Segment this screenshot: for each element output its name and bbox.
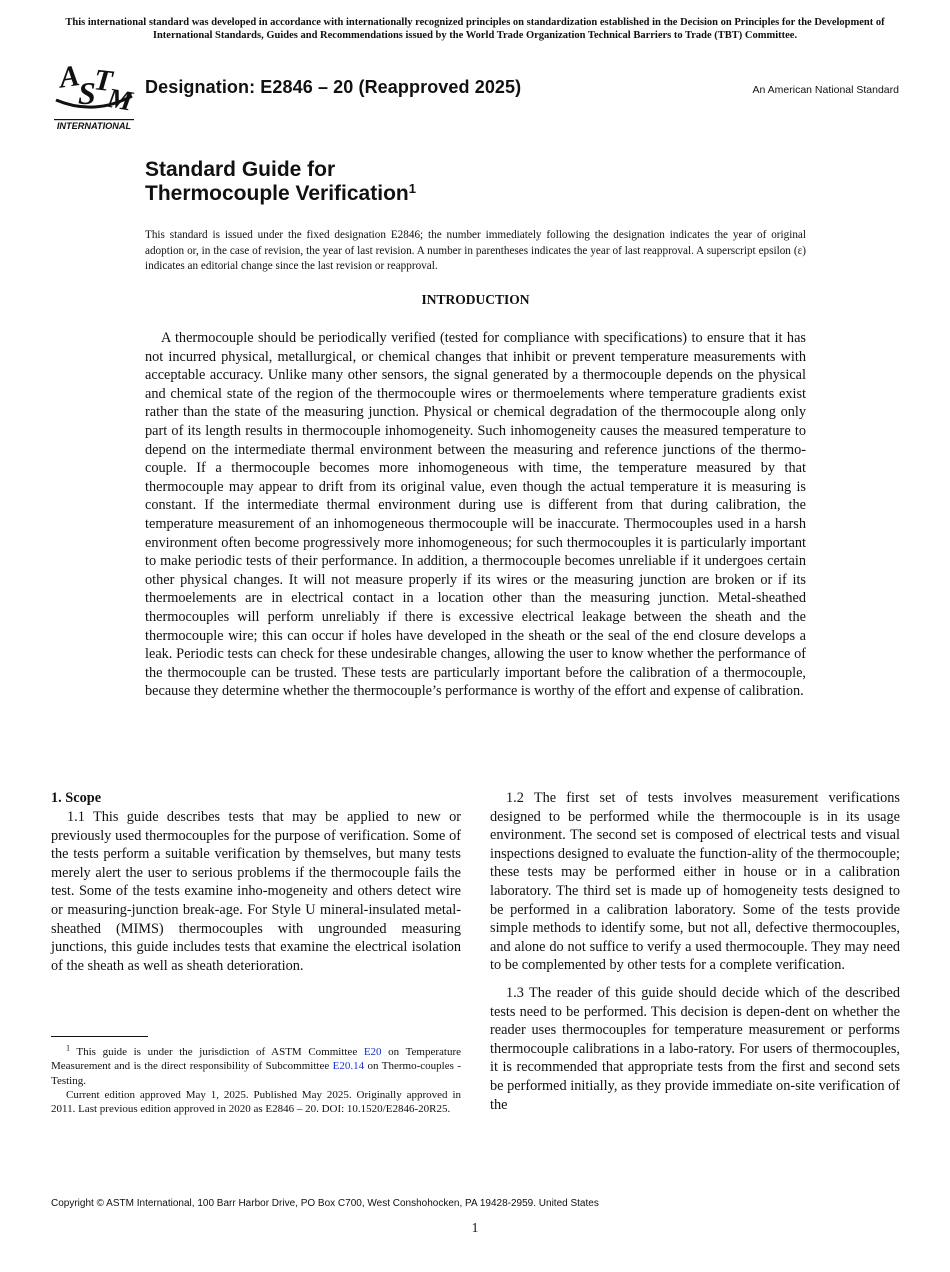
copyright-line: Copyright © ASTM International, 100 Barr Harbor Drive, PO Box C700, West Conshohocken, PA 19428-2959. United States [51, 1198, 599, 1209]
wto-notice: This international standard was developed in accordance with internationally recognized principles on standardization established in the Decision on Principles for the Development of International Standards, Guides and Recommendations issued by the World Trade Organization Technical Barriers to Trade (TBT) Committee. [65, 17, 885, 41]
title-footnote-mark: 1 [408, 181, 416, 196]
title-line-2-text: Thermocouple Verification [145, 182, 409, 205]
right-column [490, 789, 900, 1114]
paragraph-1-1: 1.1 This guide describes tests that may be applied to new or previously used thermocouples for the purpose of verification. Some of the tests perform a suitable verification by themselves, but many tests merely alert the user to serious problems if the thermocouple fails the test. Some of the tests examine inho-mogeneity and others detect wire or measuring-junction break-age. For Style U mineral-insulated metal-sheathed (MIMS) thermocouples with ungrounded measuring junctions, this guide includes tests that examine the electrical isolation of the sheath as well as sheath deterioration. [51, 809, 461, 974]
footnote-divider [51, 1036, 148, 1037]
footnote-1-text-a: This guide is under the jurisdiction of ASTM Committee [70, 1046, 364, 1058]
footnote-1 [51, 1045, 461, 1088]
page-number: 1 [471, 1220, 479, 1235]
paragraph-1-3: 1.3 The reader of this guide should decide which of the described tests need to be performed. This decision is depen-dent on whether the reader uses thermocouples for temperature measurement or performs thermocouple calibrations in a labo-ratory. For users of thermocouples, it is recommended that appropriate tests from the first and second sets be performed initially, as they provide immediate on-site verification of the [490, 984, 900, 1113]
left-column [51, 789, 461, 975]
logo-letter-s: S [78, 75, 96, 111]
issuance-note: This standard is issued under the fixed designation E2846; the number immediately following the designation indicates the year of original adoption or, in the case of revision, the year of last revision. A number in parentheses indicates the year of last reapproval. A superscript epsilon (ε) indicates an editorial change since the last revision or reapproval. [145, 229, 806, 272]
introduction-body: A thermocouple should be periodically verified (tested for compliance with specifications) to ensure that it has not incurred physical, metallurgical, or chemical changes that inhibit or prevent temperature measurements with acceptable accuracy. Unlike many other sensors, the signal generated by a thermocouple depends on the physical and chemical state of the region of the thermocouple wires or thermoelements where temperature gradients exist rather than the state of the measuring junction. Physical or chemical degradation of the thermocouple along only part of its length results in thermocouple inhomogeneity. Such inhomogeneity causes the measured temperature to depend on the intermediate thermal environment between the measuring and reference junctions of the thermo-couple. If a thermocouple becomes more inhomogeneous with time, the temperature measured by that thermocouple may appear to drift from its original value, even though the actual temperature it is measuring is constant. If the intermediate thermal environment during use is different from that during calibration, the temperature measurement of an inhomogeneous thermocouple will be inaccurate. Thermocouples used in a harsh environment often become progressively more inhomogeneous; for such thermocouples it is particularly important to make periodic tests of their performance. In addition, a thermocouple becomes unreliable if it undergoes certain other physical changes. It will not measure properly if its wires or the measuring junction are broken or if its thermoelements are in electrical contact in a location other than the measuring junction. Metal-sheathed thermocouples will perform unreliably if there is excessive electrical leakage between the sheath and the thermocouple wire; this can occur if holes have developed in the sheath or the seal of the end closure develops a leak. Periodic tests can check for these undesirable changes, allowing the user to know whether the performance of the thermocouple can be trusted. These tests are particularly important before the calibration of a thermocouple, because they determine whether the thermocouple’s performance is worthy of the effort and expense of calibration. [145, 330, 806, 700]
edition-note: Current edition approved May 1, 2025. Published May 2025. Originally approved in 2011. Last previous edition approved in 2020 as E2846 – 20. DOI: 10.1520/E2846-20R25. [51, 1088, 461, 1116]
footnotes [51, 1045, 461, 1116]
logo-letter-t: T [92, 63, 115, 98]
committee-e20-link[interactable]: E20 [363, 1046, 382, 1058]
introduction-heading: INTRODUCTION [421, 292, 530, 307]
logo-org-text: INTERNATIONAL [56, 121, 132, 131]
designation: Designation: E2846 – 20 (Reapproved 2025) [145, 77, 522, 97]
footnote-1-text-b: on Temperature Measurement and is the direct responsibility of Subcommittee [51, 1046, 461, 1073]
title-line-1: Standard Guide for [145, 158, 336, 181]
paragraph-1-2: 1.2 The first set of tests involves measurement verifications designed to be performed while the thermocouple is in its usage environment. The second set is composed of electrical tests and visual inspections designed to evaluate the function-ality of the thermocouple; these tests may be performed either in house or in a calibration laboratory. The third set is made up of homogeneity tests designed to be performed in a calibration laboratory. Some of the tests provide simple methods to identify some, but not all, defective thermocouples, and alone do not suffice to verify a used thermocouple. They may need to be complemented by other tests for a complete verification. [490, 790, 900, 974]
document-title [145, 158, 416, 208]
scope-heading: 1. Scope [51, 790, 102, 806]
astm-logo [52, 56, 136, 132]
logo-letter-m: M [104, 82, 135, 118]
title-line-2 [145, 182, 416, 208]
footnote-1-text-c: on Thermo-couples - Testing. [51, 1060, 461, 1087]
subcommittee-e20-14-link[interactable]: E20.14 [332, 1060, 365, 1073]
footnote-1-mark: 1 [66, 1043, 70, 1053]
logo-letter-a: A [57, 59, 82, 95]
american-national-standard-label: An American National Standard [752, 84, 899, 96]
